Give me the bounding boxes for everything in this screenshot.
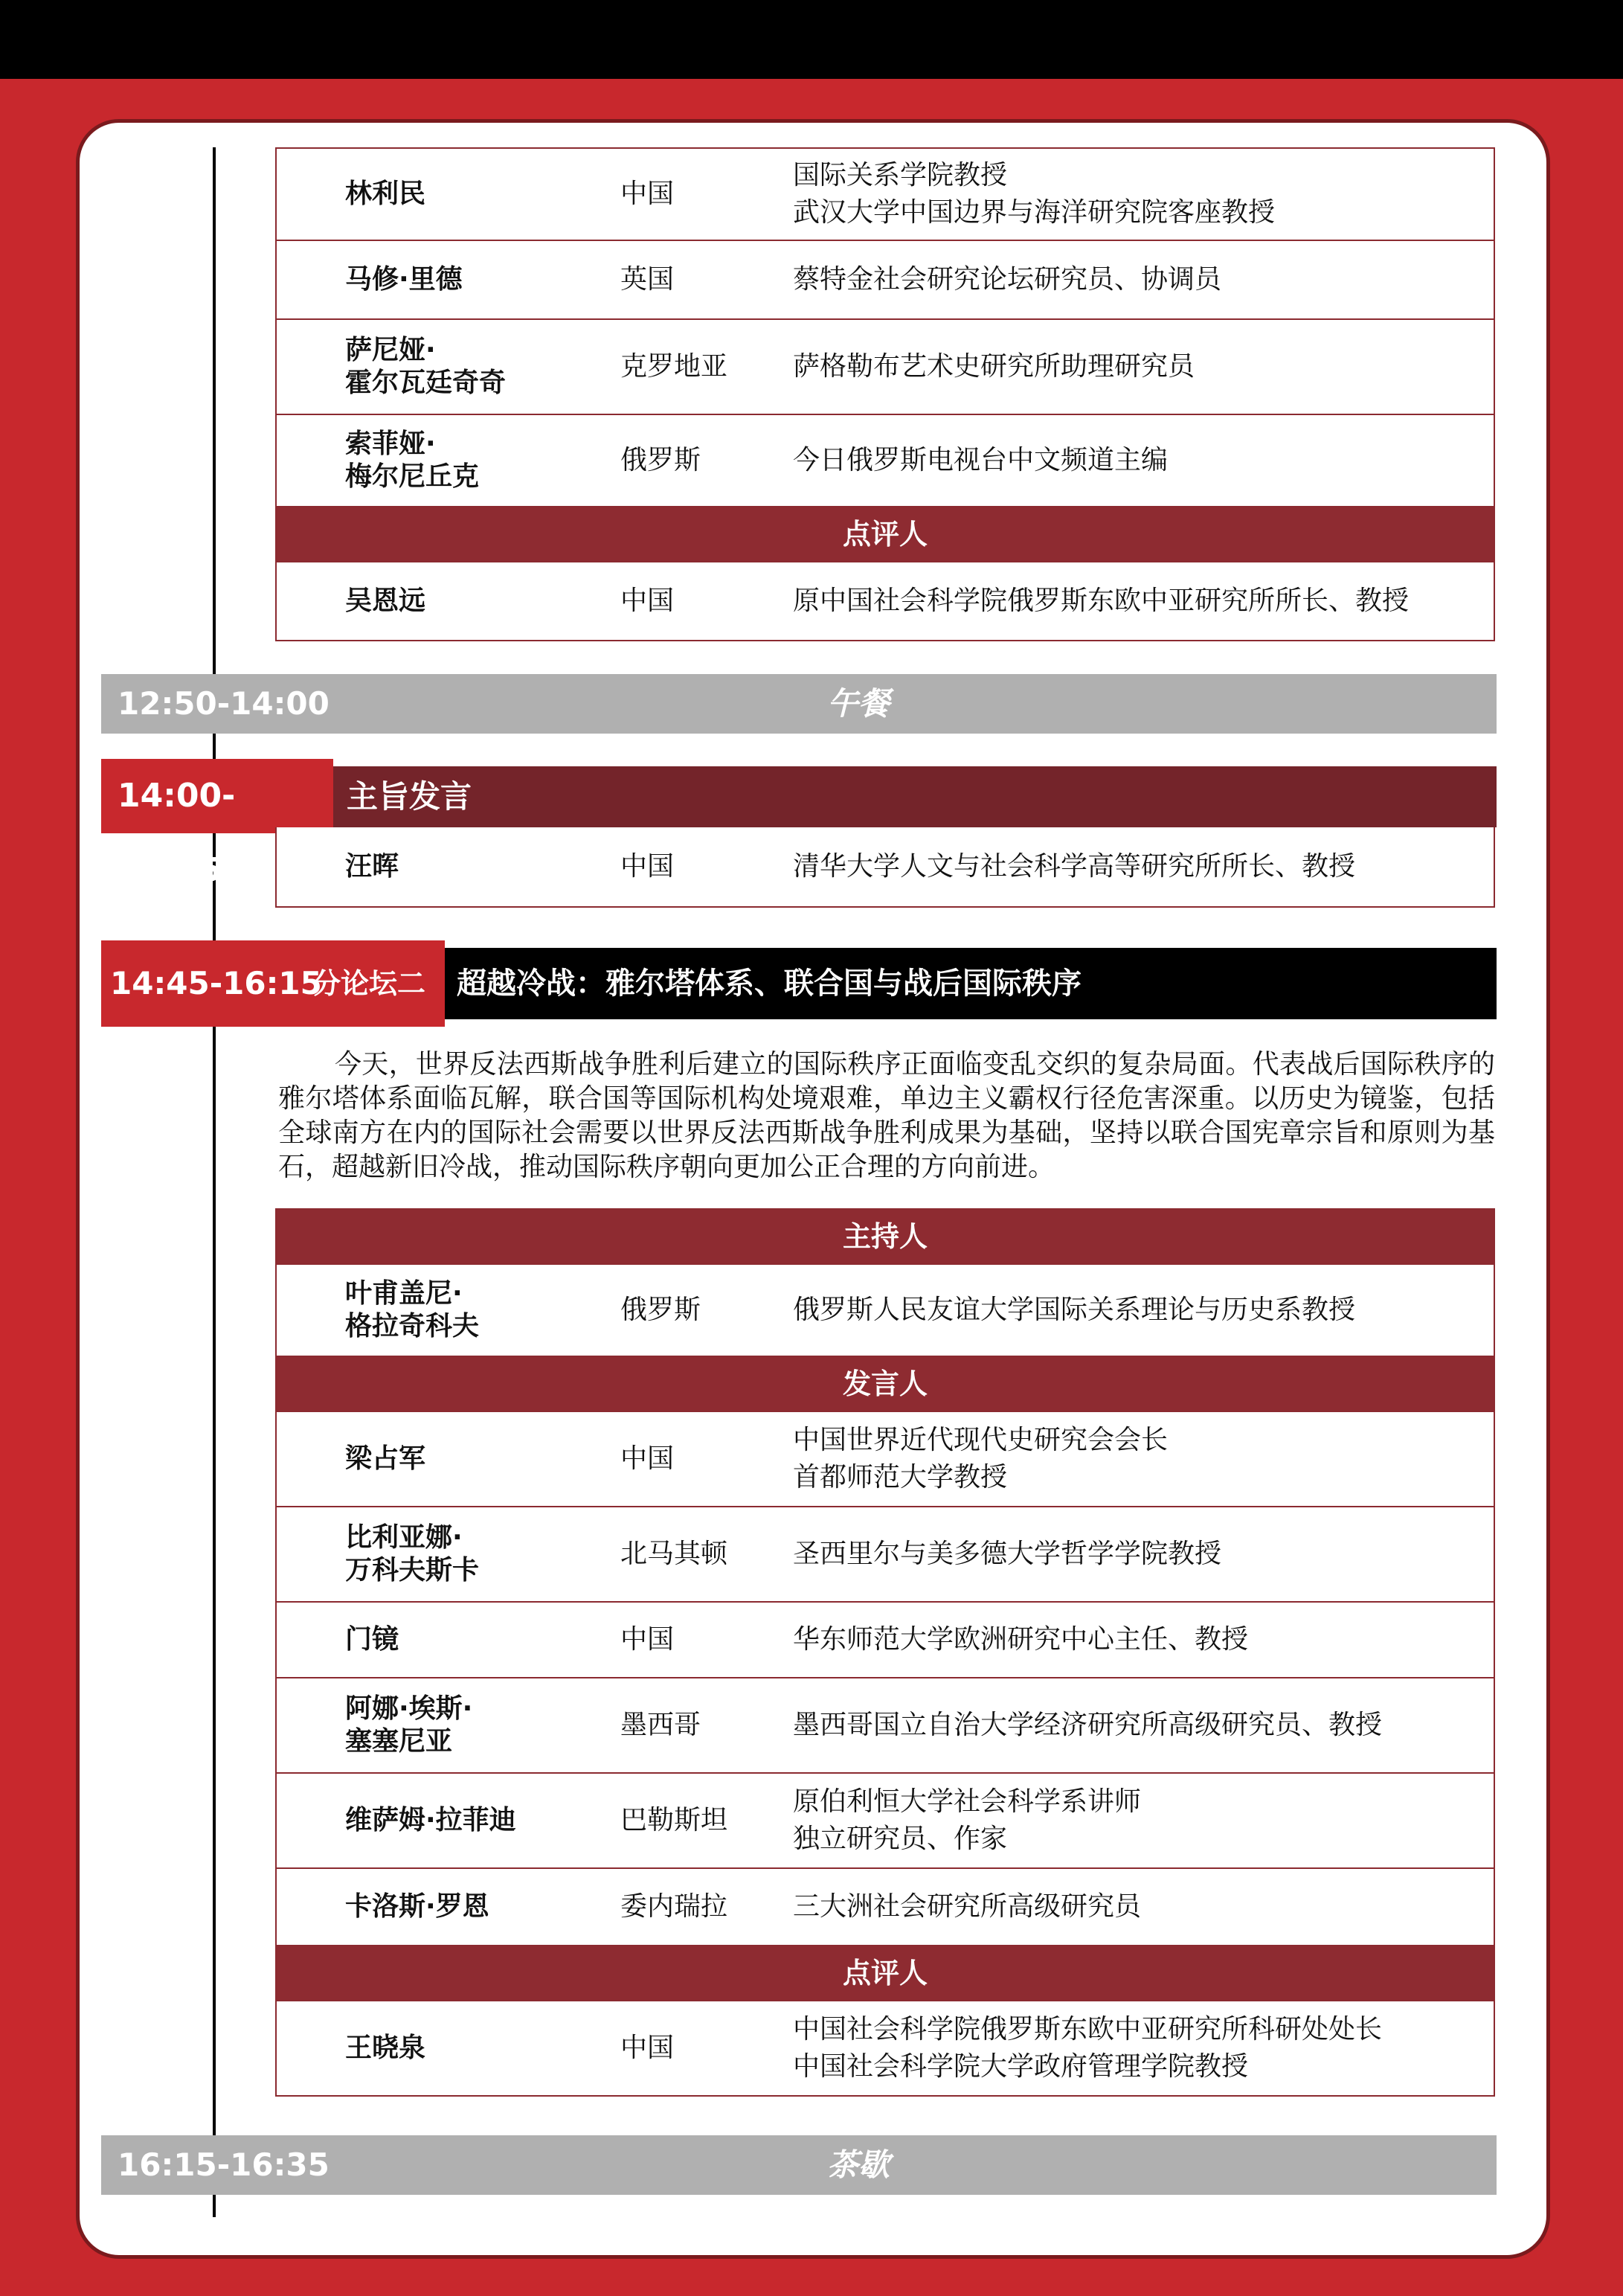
- speaker-country: 中国: [620, 1443, 675, 1474]
- table-row: [277, 241, 1494, 320]
- speaker-affiliation: 原伯利恒大学社会科学系讲师 独立研究员、作家: [793, 1786, 1142, 1854]
- speaker-country: 中国: [620, 851, 675, 882]
- table-row: [277, 1265, 1494, 1357]
- speaker-country: 克罗地亚: [620, 351, 728, 382]
- speaker-affiliation: 中国世界近代现代史研究会会长 首都师范大学教授: [793, 1425, 1169, 1492]
- session-table-block1: [275, 147, 1495, 641]
- speaker-affiliation: 墨西哥国立自治大学经济研究所高级研究员、教授: [793, 1710, 1383, 1740]
- speaker-name: 汪晖: [345, 851, 399, 882]
- speaker-country: 北马其顿: [620, 1539, 728, 1569]
- speaker-name: 林利民: [345, 179, 426, 209]
- table-row: [277, 1603, 1494, 1678]
- tea-time: 16:15-16:35: [118, 2146, 330, 2183]
- table-row: [277, 1412, 1494, 1507]
- keynote-time-tag: [101, 759, 333, 889]
- table-row: [277, 1507, 1494, 1603]
- table-row: [277, 320, 1494, 415]
- table-row: [277, 1869, 1494, 1946]
- reviewer-country: 中国: [620, 586, 675, 616]
- speaker-country: 墨西哥: [620, 1710, 701, 1740]
- host-header: 主持人: [277, 1210, 1494, 1265]
- reviewer-country: 中国: [620, 2033, 675, 2063]
- speaker-name: 维萨姆·拉菲迪: [345, 1805, 516, 1835]
- speaker-header: 发言人: [277, 1357, 1494, 1412]
- speaker-affiliation: 清华大学人文与社会科学高等研究所所长、教授: [793, 851, 1356, 882]
- speaker-affiliation: 华东师范大学欧洲研究中心主任、教授: [793, 1624, 1249, 1655]
- forum2-title-bar: [443, 948, 1497, 1019]
- speaker-affiliation: 萨格勒布艺术史研究所助理研究员: [793, 351, 1195, 382]
- keynote-title-bar: [332, 766, 1497, 827]
- host-name: 叶甫盖尼· 格拉奇科夫: [345, 1278, 480, 1341]
- reviewer-affiliation: 中国社会科学院俄罗斯东欧中亚研究所科研处处长 中国社会科学院大学政府管理学院教授: [793, 2014, 1383, 2082]
- lunch-break-bar: [101, 674, 1497, 734]
- host-affiliation: 俄罗斯人民友谊大学国际关系理论与历史系教授: [793, 1295, 1356, 1325]
- table-row: [277, 415, 1494, 507]
- speaker-name: 梁占军: [345, 1443, 426, 1474]
- speaker-country: 巴勒斯坦: [620, 1805, 728, 1835]
- speaker-name: 马修·里德: [345, 264, 463, 295]
- timeline-line: [213, 147, 216, 2217]
- speaker-affiliation: 国际关系学院教授 武汉大学中国边界与海洋研究院客座教授: [793, 160, 1276, 228]
- keynote-table: [275, 827, 1495, 908]
- speaker-affiliation: 三大洲社会研究所高级研究员: [793, 1891, 1142, 1922]
- speaker-name: 索菲娅· 梅尔尼丘克: [345, 429, 480, 492]
- table-row: [277, 562, 1494, 640]
- reviewer-header: 点评人: [277, 1946, 1494, 2001]
- speaker-affiliation: 圣西里尔与美多德大学哲学学院教授: [793, 1539, 1222, 1569]
- speaker-affiliation: 蔡特金社会研究论坛研究员、协调员: [793, 264, 1222, 295]
- forum2-table: [275, 1208, 1495, 2097]
- forum2-intro: 今天，世界反法西斯战争胜利后建立的国际秩序正面临变乱交织的复杂局面。代表战后国际秩序的雅尔塔体系面临瓦解，联合国等国际机构处境艰难，单边主义霸权行径危害深重。以历史为镜鉴，包括全球南方在内的国际社会需要以世界反法西斯战争胜利成果为基础，坚持以联合国宪章宗旨和原则为基石，超越新旧冷战，推动国际秩序朝向更加公正合理的方向前进。: [278, 1049, 1495, 1182]
- speaker-name: 阿娜·埃斯· 塞塞尼亚: [345, 1693, 473, 1757]
- reviewer-name: 王晓泉: [345, 2033, 426, 2063]
- tea-label: 茶歇: [826, 2146, 890, 2183]
- lunch-time: 12:50-14:00: [118, 685, 330, 722]
- keynote-time: 14:00-14:45: [118, 777, 236, 889]
- speaker-country: 英国: [620, 264, 675, 295]
- speaker-name: 卡洛斯·罗恩: [345, 1891, 489, 1922]
- forum2-time-tag: [101, 940, 445, 1027]
- table-row: [277, 1678, 1494, 1774]
- table-row: [277, 149, 1494, 241]
- speaker-country: 中国: [620, 1624, 675, 1655]
- table-row: [277, 2001, 1494, 2095]
- lunch-label: 午餐: [826, 685, 890, 722]
- reviewer-header: 点评人: [277, 507, 1494, 562]
- reviewer-affiliation: 原中国社会科学院俄罗斯东欧中亚研究所所长、教授: [793, 586, 1410, 616]
- top-black-band: [0, 0, 1623, 79]
- speaker-name: 比利亚娜· 万科夫斯卡: [345, 1522, 480, 1585]
- reviewer-name: 吴恩远: [345, 586, 426, 616]
- forum2-tag: 分论坛二: [312, 967, 426, 1000]
- speaker-affiliation: 今日俄罗斯电视台中文频道主编: [793, 445, 1169, 475]
- speaker-country: 中国: [620, 179, 675, 209]
- host-country: 俄罗斯: [620, 1295, 701, 1325]
- keynote-title: 主旨发言: [347, 778, 472, 815]
- speaker-country: 俄罗斯: [620, 445, 701, 475]
- forum2-title: 超越冷战：雅尔塔体系、联合国与战后国际秩序: [457, 966, 1082, 1001]
- table-row: [277, 827, 1494, 906]
- tea-break-bar: [101, 2135, 1497, 2195]
- speaker-country: 委内瑞拉: [620, 1891, 728, 1922]
- speaker-name: 门镜: [345, 1624, 399, 1655]
- forum2-time: 14:45-16:15: [110, 965, 322, 1001]
- table-row: [277, 1774, 1494, 1869]
- speaker-name: 萨尼娅· 霍尔瓦廷奇奇: [345, 335, 507, 398]
